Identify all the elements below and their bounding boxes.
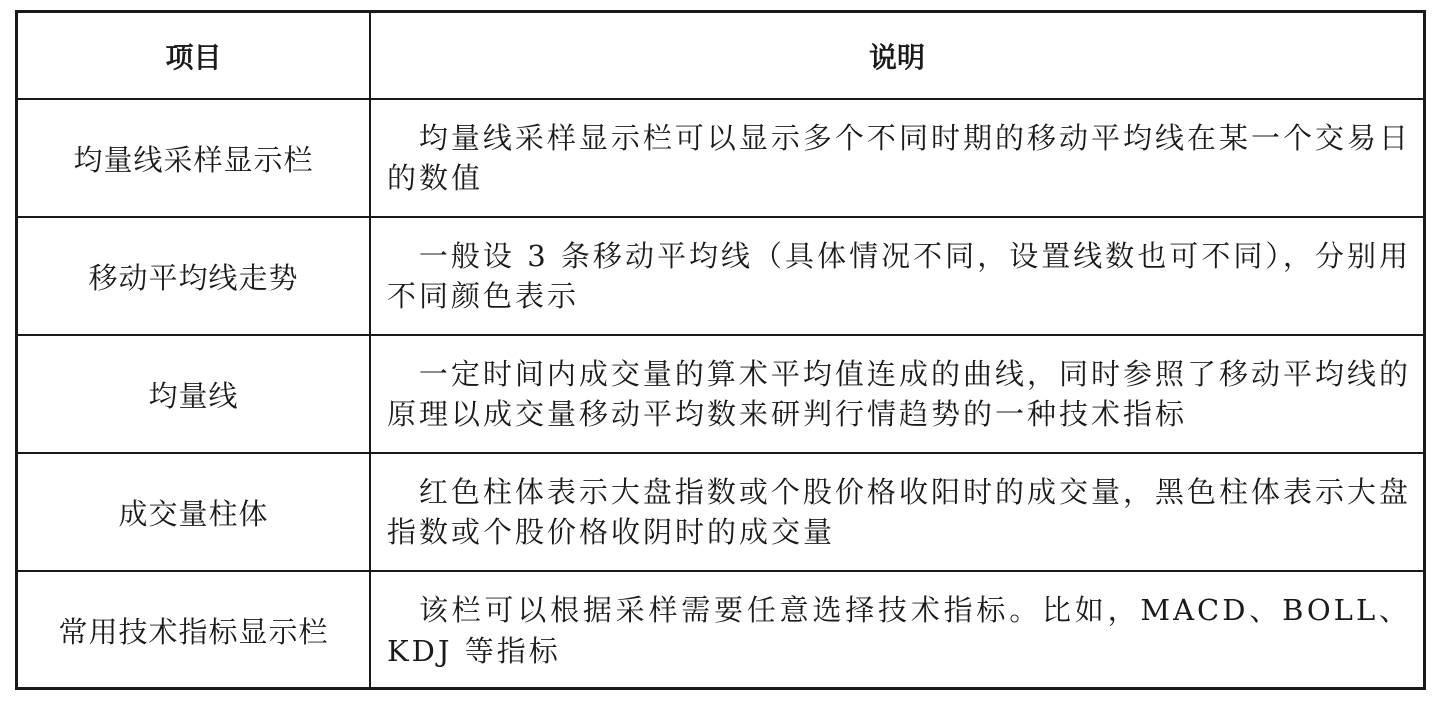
row-description-cell: 红色柱体表示大盘指数或个股价格收阳时的成交量，黑色柱体表示大盘指数或个股价格收阴时的成交量 xyxy=(370,453,1423,571)
table-row xyxy=(18,335,1423,453)
table-row xyxy=(18,217,1423,335)
row-description-cell: 一定时间内成交量的算术平均值连成的曲线，同时参照了移动平均线的原理以成交量移动平均数来研判行情趋势的一种技术指标 xyxy=(370,335,1423,453)
header-row xyxy=(18,13,1423,99)
row-description-cell: 该栏可以根据采样需要任意选择技术指标。比如，MACD、BOLL、KDJ 等指标 xyxy=(370,571,1423,689)
info-table-frame xyxy=(15,10,1426,690)
header-description: 说明 xyxy=(370,13,1423,99)
row-item-cell: 常用技术指标显示栏 xyxy=(18,571,370,689)
row-description-cell: 均量线采样显示栏可以显示多个不同时期的移动平均线在某一个交易日的数值 xyxy=(370,99,1423,217)
table-row xyxy=(18,571,1423,689)
row-item-cell: 均量线采样显示栏 xyxy=(18,99,370,217)
row-description-cell: 一般设 3 条移动平均线（具体情况不同，设置线数也可不同），分别用不同颜色表示 xyxy=(370,217,1423,335)
row-item-cell: 均量线 xyxy=(18,335,370,453)
header-item: 项目 xyxy=(18,13,370,99)
row-item-cell: 移动平均线走势 xyxy=(18,217,370,335)
row-item-cell: 成交量柱体 xyxy=(18,453,370,571)
info-table xyxy=(18,13,1423,689)
table-row xyxy=(18,99,1423,217)
table-row xyxy=(18,453,1423,571)
